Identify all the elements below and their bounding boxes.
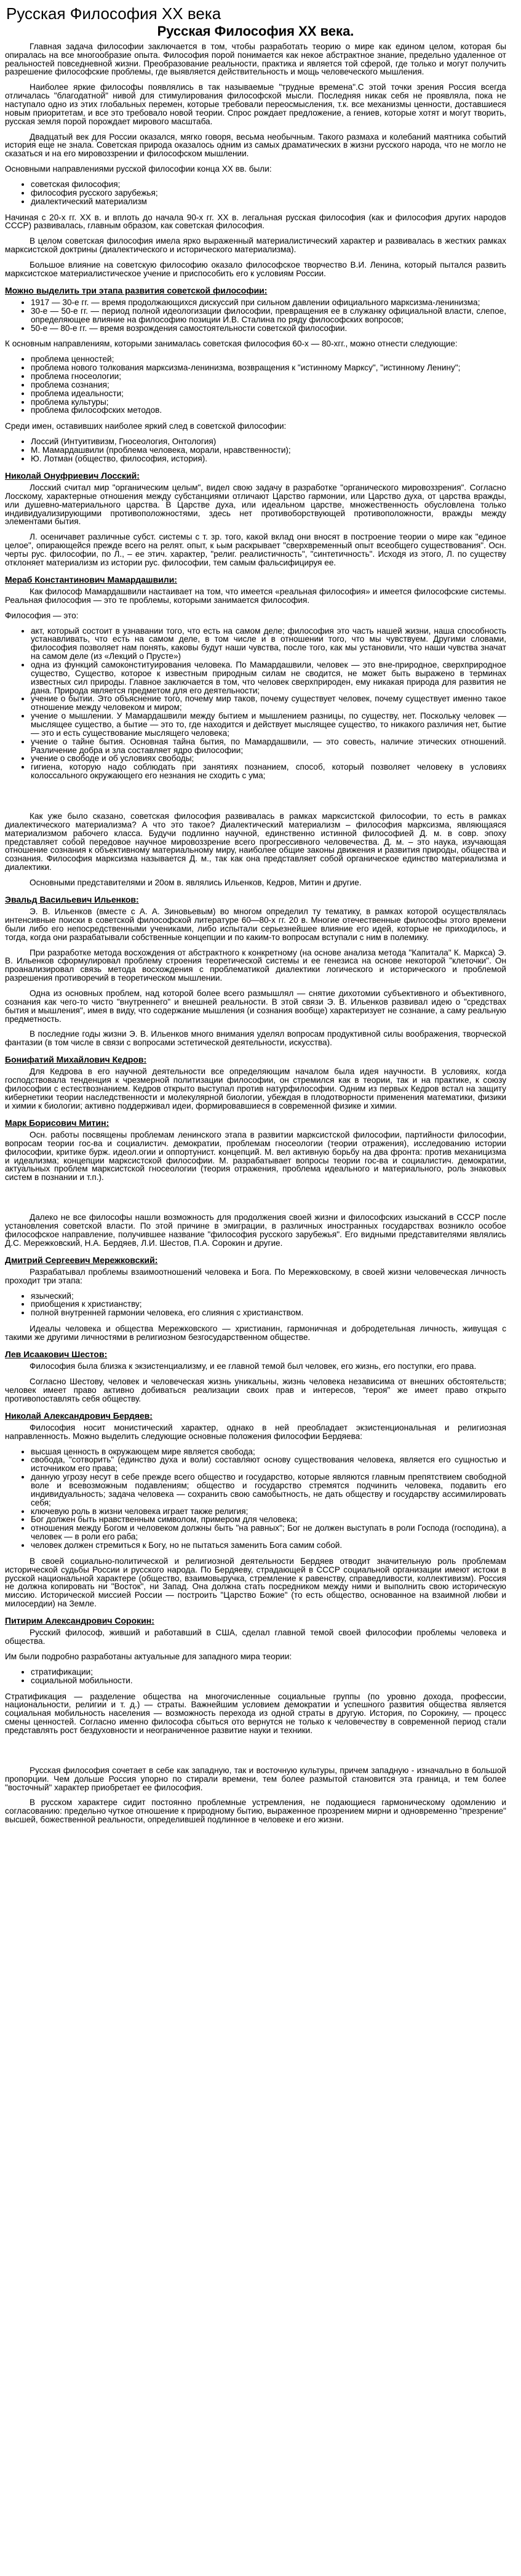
list-item: • проблема культуры; bbox=[31, 398, 506, 407]
merezhkovsky-paragraph-1: Разрабатывал проблемы взаимоотношений человека и Бога. По Мережковскому, в своей жизни человеческая личность проходит три этапа: bbox=[5, 1267, 506, 1285]
list-item: • социальной мобильности. bbox=[31, 1677, 506, 1685]
spacer bbox=[5, 1189, 506, 1213]
conclusion-paragraph-1: Русская философия сочетает в себе как западную, так и восточную культуры, причем западную - изначально в большой пропорции. Чем дольше Россия упорно по стирали времени, тем более размытой становится эта граница, и тем более "восточный" характер приобретает ее философия. bbox=[5, 1765, 506, 1792]
kedrov-paragraph-1: Для Кедрова в его научной деятельности все определяющим началом была идея научности. В условиях, когда господствовала тенденция к чрезмерной политизации философии, он стремился как в теории, так и на практике, к союзу философии с естествознанием. Кедров открыто выступал против натурфилософии. Одним из первых Кедров встал на защиту кибернетики теории наследственности и молекулярной биологии, убеждая в плодотворности применения математики, физики и химии к биологии; активно поддерживал идеи, формировавшиеся в современной физике и химии. bbox=[5, 1067, 506, 1111]
ilyenkov-paragraph-2: При разработке метода восхождения от абстрактного к конкретному (на основе анализа метода "Капитала" К. Маркса) Э. В. Ильенков сформулировал проблему строения теоретической системы и ее генезиса на основе некоторой "клеточки". Он проанализировал связь метода восхождения с проблематикой диалектики логического и исторического и проблемой разрешения противоречий в теоретическом мышлении. bbox=[5, 947, 506, 983]
list-item: • проблема идеальности; bbox=[31, 389, 506, 398]
section-heading-ilyenkov: Эвальд Васильевич Ильенков: bbox=[5, 894, 139, 904]
section-heading-sorokin: Питирим Александрович Сорокин: bbox=[5, 1616, 154, 1626]
stages-list bbox=[5, 298, 506, 332]
sorokin-theories-list bbox=[5, 1668, 506, 1685]
list-item: • 1917 — 30-е гг. — время продолжающихся дискуссий при сильном давлении официального марксизма-ленинизма; bbox=[31, 298, 506, 307]
mitin-paragraph-1: Осн. работы посвящены проблемам ленинского этапа в развитии марксистской философии, партийности философии, вопросам теории гос-ва и социалистич. демократии, проблемам гносеологии (теории отражения), исследованию истории философии, критике бурж. идеол.огии и оппортунист. концепций. М. вел активную борьбу на два фронта: против механицизма и идеализма; концепции марксистской философии. М. разрабатывает вопросы теории гос-ва и социалистич. демократии, актуальных проблем марксистской гносеологии (теория отражения, проблема идеального и материального, роль знаковых систем в познании и т.п.). bbox=[5, 1130, 506, 1182]
problems-list bbox=[5, 355, 506, 415]
list-item: • гигиена, которую надо соблюдать при занятиях познанием, способ, который позволяет человеку в условиях колоссального окружающего его незнания не сходить с ума; bbox=[31, 763, 506, 780]
section-heading-merezhkovsky: Дмитрий Сергеевич Мережковский: bbox=[5, 1254, 158, 1265]
list-item: • проблема философских методов. bbox=[31, 406, 506, 415]
list-item: • высшая ценность в окружающем мире является свобода; bbox=[31, 1448, 506, 1456]
list-item: • свобода, "сотворить" (единство духа и воли) составляют основу существования человека, является его сущностью и источником его права; bbox=[31, 1456, 506, 1473]
list-item: • проблема ценностей; bbox=[31, 355, 506, 364]
list-item: • акт, который состоит в узнавании того, что есть на самом деле; философия это часть нашей жизни, наша способность устанавливать, что есть на самом деле, в том числе и в отношении того, что мы чувствуем. Другими словами, философия позволяет нам понять, каковы будут наши чувства, после того, как мы установили, что наши чувства значат на самом деле (из «Лекций о Прусте») bbox=[31, 627, 506, 661]
list-item: • данную угрозу несут в себе прежде всего общество и государство, которые являются главным препятствием свободной воле и всевозможным подавлениям; общество и государство стремятся подчинить человека, подавить его индивидуальность; задача человека — сохранить свою самобытность, не дать обществу и государству ассимилировать себя; bbox=[31, 1473, 506, 1507]
intro-paragraph-4: Начиная с 20-х гг. XX в. и вплоть до начала 90-х гг. XX в. легальная русская философия (как и философия других народов СССР) развивалась, главным образом, как советская философия. bbox=[5, 212, 506, 231]
mamardashvili-paragraph-1: Как философ Мамардашвили настаивает на том, что имеется «реальная философия» и имеется философские системы. Реальная философия — это те проблемы, которыми занимается философия. bbox=[5, 586, 506, 605]
list-item: • учение о тайне бытия. Основная тайна бытия, по Мамардашвили, — это совесть, наличие этических отношений. Различение добра и зла составляет ядро философии; bbox=[31, 738, 506, 755]
list-item: • 50-е — 80-е гг. — время возрождения самостоятельности советской философии. bbox=[31, 324, 506, 333]
stages-paragraph-1: К основным направлениям, которыми занималась советская философия 60-х — 80-хгг., можно отнести следующие: bbox=[5, 339, 458, 349]
list-item: • ключевую роль в жизни человека играет также религия; bbox=[31, 1507, 506, 1516]
list-item: • приобщения к христианству; bbox=[31, 1300, 506, 1309]
list-item: • учение о мышлении. У Мамардашвили между бытием и мышлением разницы, по существу, нет. Поскольку человек — мыслящее существо, а бытие — это то, где находится и действует мыслящее существо, то никакого различия нет, бытие — это и есть существование мыслящего человека; bbox=[31, 712, 506, 738]
lossky-paragraph-2: Л. осеничавет различные субст. системы с т. зр. того, какой вклад они вносят в построение теории о мире как "единое целое", опирающейся прежде всего на релят. опыт, к ьым раскрывает "сверхвременный опыт всеобщего существования". Осн. черты рус. философии, по Л., – ее этич. характер, "религ. реалистичность", "синтетичность". Исходя из этого, Л. по существу отклоняет материализм из истории рус. философии, тем самым фальсифицируя ее. bbox=[5, 532, 506, 567]
intro-paragraph-6: Большое влияние на советскую философию оказало философское творчество В.И. Ленина, который пытался развить марксистское материалистическое учение и приспособить его к условиям России. bbox=[5, 260, 506, 278]
emigre-paragraph-1: Далеко не все философы нашли возможность для продолжения своей жизни и философских изысканий в СССР после установления советской власти. По этой причине в эмиграции, в различных иностранных государствах возникло особое философское направление, получившее название "философия русского зарубежья". Его видными представителями являлись Д.С. Мережковский, Н.А. Бердяев, Л.И. Шестов, П.А. Сорокин и другие. bbox=[5, 1213, 506, 1248]
spacer bbox=[5, 1742, 506, 1766]
list-item: • языческий; bbox=[31, 1292, 506, 1301]
list-item: • полной внутренней гармонии человека, его слияния с христианством. bbox=[31, 1309, 506, 1317]
philosophy-definition-list bbox=[5, 627, 506, 780]
list-item: • одна из функций самоконституирования человека. По Мамардашвили, человек — это вне-природное, сверхприродное существо, Существо, которое к известным природным силам не сводится, не может быть выражено в терминах известных сил природы. Главное заключается в том, что человек сверхприроден, ему никакая природа для развития не дана. Природа является предметом для его деятельности; bbox=[31, 661, 506, 695]
list-item: • проблема гносеологии; bbox=[31, 372, 506, 381]
berdyaev-paragraph-1: Философия носит монистический характер, однако в ней преобладает экзистенциональная и религиозная направленность. Можно выделить следующие основные положения философии Бердяева: bbox=[5, 1422, 506, 1441]
list-item: • проблема нового толкования марксизма-ленинизма, возвращения к "истинному Марксу", "истинному Ленину"; bbox=[31, 364, 506, 372]
shestov-paragraph-1: Философия была близка к экзистенциализму, и ее главной темой был человек, его жизнь, его поступки, его права. bbox=[30, 1362, 477, 1371]
section-heading-mamardashvili: Мераб Константинович Мамардашвили: bbox=[5, 574, 177, 584]
sorokin-paragraph-3: Стратификация — разделение общества на многочисленные социальные группы (по уровню дохода, профессии, национальности, религии и т. д.) — страты. Важнейшим условием демократии и успешного развития общества является социальная мобильность населения — возможность перехода из одной страты в другую. История, по Сорокину, — процесс смены ценностей. Согласно именно философа сбыться ото вернутся не только к человечеству в современной период стали представлять рост бездуховности и неограниченное развитие науки и техники. bbox=[5, 1691, 506, 1736]
list-item: • 30-е — 50-е гг. — период полной идеологизации философии, превращения ее в служанку официальной власти, слепое, определяющее влияние на философию позиции И.В. Сталина по ряду философских вопросов; bbox=[31, 307, 506, 324]
list-item: • советская философия; bbox=[31, 180, 506, 189]
names-list bbox=[5, 437, 506, 463]
ilyenkov-paragraph-3: Одна из основных проблем, над которой более всего размышлял — снятие дихотомии субъективного и объективного, сознания как чего-то чисто "внутреннего" и внешней реальности. В этой связи Э. В. Ильенков развивал идею о "средствах бытия и мышления", имея в виду, что содержание мышления (и сознания вообще) характеризует не сознание, а саму реальную предметность. bbox=[5, 989, 506, 1024]
section-heading-lossky: Николай Онуфриевич Лосский: bbox=[5, 470, 140, 481]
conclusion-paragraph-2: В русском характере сидит постоянно проблемные устремления, не подающиеся гармоническому одомлению и согласованию: предельно чуткое отношение к природному бытию, выраженное прозрением мирни и одновременно "презрение" высшей, божественной реальности, определившей подлинное в человеке и его жизни. bbox=[5, 1798, 506, 1825]
list-item: • Ю. Лотман (общество, философия, история). bbox=[31, 455, 506, 463]
intro-paragraph-5: В целом советская философия имела ярко выраженный материалистический характер и развивалась в жестких рамках марксистской доктрины (диалектического и исторического материализма). bbox=[5, 236, 506, 255]
main-title: Русская Философия XX века. bbox=[157, 23, 354, 39]
list-item: • проблема сознания; bbox=[31, 381, 506, 389]
philosophy-definition-label: Философия — это: bbox=[5, 610, 79, 620]
ilyenkov-paragraph-1: Э. В. Ильенков (вместе с А. А. Зиновьевым) во многом определил ту тематику, в рамках которой осуществлялась интенсивные поиски в советской философской литературе 60—80-х гг. 20 в. Многие отечественные философы этого времени были либо его непосредственными учениками, либо испытали серьезнейшее влияние его идей, которые не приходилось, и тогда, когда они разрабатывали собственные концепции и по каким-то вопросам вступали с ним в полемику. bbox=[5, 907, 506, 942]
list-item: • отношения между Богом и человеком должны быть "на равных"; Бог не должен выступать в роли Господа (господина), а человек — в роли его раба; bbox=[31, 1524, 506, 1541]
spacer bbox=[5, 788, 506, 812]
section-heading-mitin: Марк Борисович Митин: bbox=[5, 1117, 109, 1128]
directions-list bbox=[5, 180, 506, 206]
shestov-paragraph-2: Согласно Шестову, человек и человеческая жизнь уникальны, жизнь человека независима от внешних обстоятельств; человек имеет право активно добиваться реализации своих прав и интересов, "героя" же имеет право открыто противопоставлять себя обществу. bbox=[5, 1377, 506, 1403]
section-heading-kedrov: Бонифатий Михайлович Кедров: bbox=[5, 1055, 147, 1065]
berdyaev-positions-list bbox=[5, 1448, 506, 1550]
list-item: • М. Мамардашвили (проблема человека, морали, нравственности); bbox=[31, 446, 506, 455]
intro-paragraph-1: Главная задача философии заключается в том, чтобы разработать теорию о мире как едином целом, которая бы опиралась на все многообразие опыта. Философия порой понимается как некое абстрактное знание, предельно удаленное от реальностей повседневной жизни. Преобразование реальности, практика и является той сферой, где только и могут получить разрешение философские проблемы, где выявляется действительность и мощь человеческого мышления. bbox=[5, 41, 506, 77]
list-item: • Бог должен быть нравственным символом, примером для человека; bbox=[31, 1515, 506, 1524]
list-item: • Лоссий (Интуитивизм, Гносеология, Онтология) bbox=[31, 437, 506, 446]
stages-paragraph-2: Среди имен, оставивших наиболее яркий след в советской философии: bbox=[5, 421, 287, 431]
list-item: • учение о бытии. Это объяснение того, почему мир таков, почему существует человек, почему существует именно такое отношение между человеком и миром; bbox=[31, 695, 506, 712]
merezhkovsky-paragraph-2: Идеалы человека и общества Мережковского — христианин, гармоничная и добродетельная личность, живущая с такими же другими личностями в религиозном безгосударственном обществе. bbox=[5, 1324, 506, 1342]
list-item: • диалектический материализм bbox=[31, 197, 506, 206]
list-item: • учение о свободе и об условиях свободы; bbox=[31, 754, 506, 763]
section-heading-berdyaev: Николай Александрович Бердяев: bbox=[5, 1410, 153, 1421]
soviet-paragraph-2: Основными представителями и 20ом в. являлись Ильенков, Кедров, Митин и другие. bbox=[30, 878, 362, 888]
intro-paragraph-3: Двадцатый век для России оказался, мягко говоря, весьма необычным. Такого размаха и колебаний маятника событий история еще не знала. Советская природа оказалось одним из самых драматических в жизни русского народа, что не могло не сказаться и на его мировоззрении и философском мышлении. bbox=[5, 132, 506, 159]
stages-of-personality-list bbox=[5, 1292, 506, 1318]
soviet-paragraph-1: Как уже было сказано, советская философия развивалась в рамках марксистской философии, то есть в рамках диалектического материализма? А что это такое? Диалектический материализм – философия марксизма, являющаяся материализмом рабочего класса. Будучи подлинно научной, единственно истинной философией Д. м. в совр. эпоху представляет собой передовое научное мировоззрение всего прогрессивного человечества. Д. м. – это наука, изучающая отношение сознания к объективному материальному миру, наиболее общие законы движения и развития природы, общества и сознания. Философия марксизма называется Д. м., так как она представляет собой органическое единство материализма и диалектики. bbox=[5, 811, 506, 872]
document-title: Русская Философия XX века bbox=[6, 4, 221, 23]
directions-heading: Основными направлениями русской философии конца XX вв. были: bbox=[5, 164, 272, 174]
list-item: • человек должен стремиться к Богу, но не пытаться заменить Бога самим собой. bbox=[31, 1541, 506, 1550]
sorokin-paragraph-2: Им были подробно разработаны актуальные для западного мира теории: bbox=[5, 1652, 292, 1662]
list-item: • стратификации; bbox=[31, 1668, 506, 1677]
ilyenkov-paragraph-4: В последние годы жизни Э. В. Ильенков много внимания уделял вопросам продуктивной силы воображения, творческой фантазии (в том числе в связи с вопросами эстетической деятельности, искусства). bbox=[5, 1029, 506, 1048]
intro-paragraph-2: Наиболее яркие философы появлялись в так называемые "трудные времена".С этой точки зрения Россия всегда отличалась "благодатной" нивой для стимулирования философской мысли. Последняя никак себя не проявляла, пока не наступало одно из этих глобальных перемен, которые требовали переосмысления, т.к. все механизмы ценности, доставшиеся новым приоритетам, и все это требовало новой теории. Спрос рождает предложение, а гениев, которые хотят и могут творить, русская земля порой порождает мирового масштаба. bbox=[5, 82, 506, 126]
berdyaev-paragraph-2: В своей социально-политической и религиозной деятельности Бердяев отводит значительную роль проблемам исторической судьбы России и русского народа. По Бердяеву, страдающей в СССР социальной организации имеют истоки в русской национальной характере (общество, взаимовыручка, стремление к равенству, справедливости, коллективизм). Россия не должна копировать ни "Восток", ни Запад. Она должна стать посредником между ними и выполнить свою историческую миссию. Исторической миссией России — построить "Царство Божие" (то есть общество, основанное на взаимной любви и милосердии) на Земле. bbox=[5, 1556, 506, 1609]
section-heading-stages: Можно выделить три этапа развития советской философии: bbox=[5, 285, 268, 295]
sorokin-paragraph-1: Русский философ, живший и работавший в США, сделал главной темой своей философии проблемы человека и общества. bbox=[5, 1628, 506, 1646]
section-heading-shestov: Лев Исаакович Шестов: bbox=[5, 1349, 108, 1359]
lossky-paragraph-1: Лосский считал мир "органическим целым", видел свою задачу в разработке "органического мировоззрения". Согласно Лосскому, характерные отношения между субстанциями отличают Царство гармонии, или Царство духа, от царства вражды, или душевно-материального царства. В Царстве духа, или идеальном царстве, множественность обусловлена только индивидуализирующими противоположностями, здесь нет противоборствующей противоположности, вражды между элементами бытия. bbox=[5, 482, 506, 527]
list-item: • философия русского зарубежья; bbox=[31, 189, 506, 197]
document-page bbox=[0, 5, 511, 1824]
